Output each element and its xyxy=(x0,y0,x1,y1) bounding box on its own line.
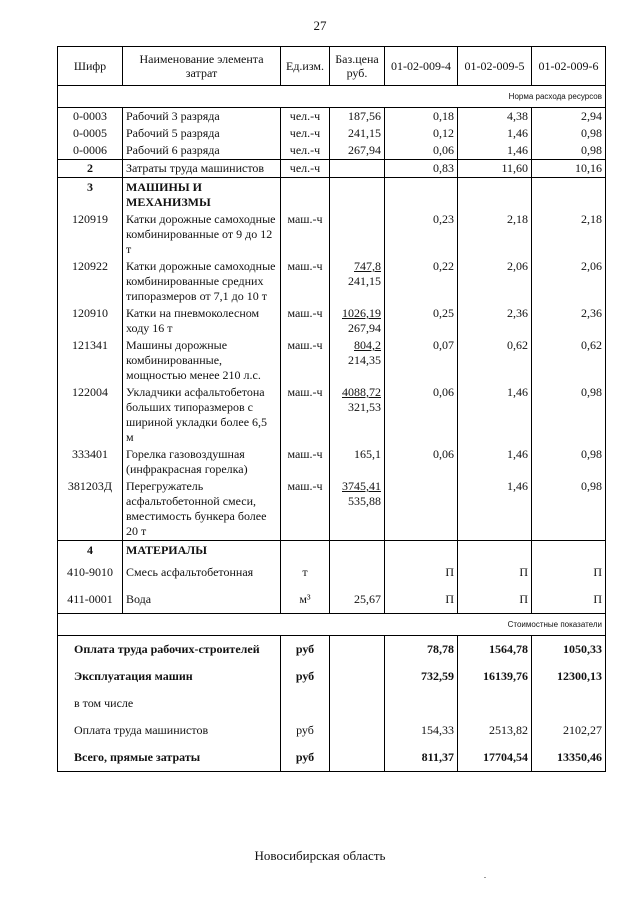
materials-section-row xyxy=(58,541,606,560)
cell-value-2: 11,60 xyxy=(458,160,532,178)
cell-value-1: 0,83 xyxy=(385,160,458,178)
empty-cell xyxy=(330,663,385,690)
footer-region: Новосибирская область xyxy=(254,848,386,863)
cell-value-2: 2,18 xyxy=(458,211,532,258)
cell-value-3: 2,18 xyxy=(532,211,606,258)
cell-name: Перегружатель асфальтобетонной смеси, вместимость бункера более 20 т xyxy=(123,478,281,541)
summary-value-3: 12300,13 xyxy=(532,663,606,690)
cell-value-2: 1,46 xyxy=(458,125,532,142)
summary-value-2: 16139,76 xyxy=(458,663,532,690)
cell-value-3: 0,98 xyxy=(532,446,606,478)
summary-value-1: 811,37 xyxy=(385,744,458,772)
summary-value-3 xyxy=(532,690,606,717)
summary-value-1: 154,33 xyxy=(385,717,458,744)
summary-unit xyxy=(281,690,330,717)
cell-value-3: 0,62 xyxy=(532,337,606,384)
scan-speck xyxy=(484,877,486,878)
cell-price xyxy=(330,258,385,305)
cell-code: 0-0005 xyxy=(58,125,123,142)
price-operator: 321,53 xyxy=(348,400,381,414)
cell-name: Катки на пневмоколесном ходу 16 т xyxy=(123,305,281,337)
worker-row xyxy=(58,125,606,142)
price-total: 165,1 xyxy=(354,447,381,461)
cell-name: Затраты труда машинистов xyxy=(123,160,281,178)
cell-value-1: 0,18 xyxy=(385,108,458,126)
cell-code: 333401 xyxy=(58,446,123,478)
operator-costs-row xyxy=(58,160,606,178)
cell-value-1: 0,23 xyxy=(385,211,458,258)
header-base-price: Баз.цена руб. xyxy=(330,47,385,86)
cell-code: 410-9010 xyxy=(58,559,123,586)
cell-unit: маш.-ч xyxy=(281,305,330,337)
cell-value-1: 0,06 xyxy=(385,142,458,160)
cell-unit: маш.-ч xyxy=(281,384,330,446)
cell-price xyxy=(330,160,385,178)
cell-unit: маш.-ч xyxy=(281,258,330,305)
header-name: Наименование элемента затрат xyxy=(123,47,281,86)
empty-cell xyxy=(385,178,458,212)
cell-price xyxy=(330,559,385,586)
cell-price: 187,56 xyxy=(330,108,385,126)
cell-unit: маш.-ч xyxy=(281,337,330,384)
cell-code: 120922 xyxy=(58,258,123,305)
cell-value-2: П xyxy=(458,586,532,614)
cell-value-3: 2,94 xyxy=(532,108,606,126)
band-cost-row xyxy=(58,614,606,636)
empty-cell xyxy=(281,178,330,212)
section-code: 3 xyxy=(58,178,123,212)
cell-value-2: 0,62 xyxy=(458,337,532,384)
price-operator: 214,35 xyxy=(348,353,381,367)
cell-unit: маш.-ч xyxy=(281,446,330,478)
summary-name: Оплата труда рабочих-строителей xyxy=(58,636,281,664)
cell-value-2: 2,36 xyxy=(458,305,532,337)
cell-price: 25,67 xyxy=(330,586,385,614)
summary-unit: руб xyxy=(281,717,330,744)
header-col-3: 01-02-009-6 xyxy=(532,47,606,86)
table-header-row xyxy=(58,47,606,86)
cost-table xyxy=(57,46,606,772)
summary-row xyxy=(58,717,606,744)
cell-price xyxy=(330,337,385,384)
summary-value-2: 1564,78 xyxy=(458,636,532,664)
cell-price xyxy=(330,478,385,541)
price-total: 4088,72 xyxy=(342,385,381,399)
cell-price xyxy=(330,305,385,337)
price-total: 1026,19 xyxy=(342,306,381,320)
header-code: Шифр xyxy=(58,47,123,86)
section-code: 4 xyxy=(58,541,123,560)
empty-cell xyxy=(330,178,385,212)
cell-name: Вода xyxy=(123,586,281,614)
summary-value-2: 17704,54 xyxy=(458,744,532,772)
cell-price: 267,94 xyxy=(330,142,385,160)
band-norm-label: Норма расхода ресурсов xyxy=(58,86,606,108)
cell-code: 121341 xyxy=(58,337,123,384)
cell-price xyxy=(330,211,385,258)
cell-price xyxy=(330,446,385,478)
price-total: 3745,41 xyxy=(342,479,381,493)
section-title: МАШИНЫ И МЕХАНИЗМЫ xyxy=(123,178,281,212)
cell-unit: м³ xyxy=(281,586,330,614)
machine-row xyxy=(58,211,606,258)
worker-row xyxy=(58,142,606,160)
summary-name: Всего, прямые затраты xyxy=(58,744,281,772)
header-col-1: 01-02-009-4 xyxy=(385,47,458,86)
band-norm-row xyxy=(58,86,606,108)
cell-name: Рабочий 6 разряда xyxy=(123,142,281,160)
cell-value-2: 1,46 xyxy=(458,384,532,446)
cell-code: 0-0003 xyxy=(58,108,123,126)
cell-code: 120910 xyxy=(58,305,123,337)
cell-value-3: 0,98 xyxy=(532,125,606,142)
cell-value-2: 1,46 xyxy=(458,478,532,541)
cell-value-3: 0,98 xyxy=(532,384,606,446)
cell-value-2: 1,46 xyxy=(458,446,532,478)
summary-row xyxy=(58,744,606,772)
cell-unit: маш.-ч xyxy=(281,211,330,258)
cell-value-3: 2,36 xyxy=(532,305,606,337)
cell-unit: чел.-ч xyxy=(281,142,330,160)
cell-code: 2 xyxy=(58,160,123,178)
cell-value-1: 0,06 xyxy=(385,446,458,478)
cell-value-3: 10,16 xyxy=(532,160,606,178)
summary-value-1: 78,78 xyxy=(385,636,458,664)
cell-price xyxy=(330,384,385,446)
cell-name: Катки дорожные самоходные комбинированные средних типоразмеров от 7,1 до 10 т xyxy=(123,258,281,305)
empty-cell xyxy=(330,744,385,772)
cell-value-2: 2,06 xyxy=(458,258,532,305)
summary-name: в том числе xyxy=(58,690,281,717)
empty-cell xyxy=(281,541,330,560)
header-col-2: 01-02-009-5 xyxy=(458,47,532,86)
empty-cell xyxy=(330,690,385,717)
cell-code: 411-0001 xyxy=(58,586,123,614)
summary-unit: руб xyxy=(281,744,330,772)
cell-value-2: 1,46 xyxy=(458,142,532,160)
cell-value-3: П xyxy=(532,559,606,586)
summary-row xyxy=(58,663,606,690)
cell-name: Горелка газовоздушная (инфракрасная горелка) xyxy=(123,446,281,478)
cell-value-3: 0,98 xyxy=(532,478,606,541)
cell-name: Рабочий 3 разряда xyxy=(123,108,281,126)
summary-value-3: 2102,27 xyxy=(532,717,606,744)
cell-name: Рабочий 5 разряда xyxy=(123,125,281,142)
cell-unit: маш.-ч xyxy=(281,478,330,541)
empty-cell xyxy=(330,636,385,664)
cell-value-1: 0,22 xyxy=(385,258,458,305)
section-title: МАТЕРИАЛЫ xyxy=(123,541,281,560)
price-operator: 241,15 xyxy=(348,274,381,288)
worker-row xyxy=(58,108,606,126)
price-operator: 535,88 xyxy=(348,494,381,508)
price-operator: 267,94 xyxy=(348,321,381,335)
header-unit: Ед.изм. xyxy=(281,47,330,86)
summary-unit: руб xyxy=(281,663,330,690)
material-row xyxy=(58,586,606,614)
cell-value-2: 4,38 xyxy=(458,108,532,126)
price-total: 747,8 xyxy=(354,259,381,273)
price-total: 804,2 xyxy=(354,338,381,352)
cell-unit: чел.-ч xyxy=(281,108,330,126)
page-number: 27 xyxy=(313,18,327,33)
cell-unit: чел.-ч xyxy=(281,160,330,178)
summary-value-1: 732,59 xyxy=(385,663,458,690)
machine-row xyxy=(58,305,606,337)
summary-value-1 xyxy=(385,690,458,717)
machine-row xyxy=(58,446,606,478)
machine-row xyxy=(58,337,606,384)
cell-code: 122004 xyxy=(58,384,123,446)
machines-section-row xyxy=(58,178,606,212)
cell-unit: чел.-ч xyxy=(281,125,330,142)
cell-code: 120919 xyxy=(58,211,123,258)
summary-value-3: 13350,46 xyxy=(532,744,606,772)
empty-cell xyxy=(330,541,385,560)
machine-row xyxy=(58,258,606,305)
machine-row xyxy=(58,384,606,446)
summary-unit: руб xyxy=(281,636,330,664)
cell-name: Машины дорожные комбинированные, мощностью менее 210 л.с. xyxy=(123,337,281,384)
cell-value-1 xyxy=(385,478,458,541)
material-row xyxy=(58,559,606,586)
summary-value-3: 1050,33 xyxy=(532,636,606,664)
cell-value-2: П xyxy=(458,559,532,586)
summary-name: Оплата труда машинистов xyxy=(58,717,281,744)
machine-row xyxy=(58,478,606,541)
empty-cell xyxy=(458,178,532,212)
cell-unit: т xyxy=(281,559,330,586)
cell-value-1: П xyxy=(385,586,458,614)
summary-row xyxy=(58,636,606,664)
cell-price: 241,15 xyxy=(330,125,385,142)
summary-name: Эксплуатация машин xyxy=(58,663,281,690)
cell-value-3: 0,98 xyxy=(532,142,606,160)
band-cost-label: Стоимостные показатели xyxy=(58,614,606,636)
cell-value-1: 0,25 xyxy=(385,305,458,337)
empty-cell xyxy=(330,717,385,744)
empty-cell xyxy=(532,178,606,212)
cell-value-1: 0,06 xyxy=(385,384,458,446)
cell-code: 0-0006 xyxy=(58,142,123,160)
cell-name: Катки дорожные самоходные комбинированные от 9 до 12 т xyxy=(123,211,281,258)
cell-code: 381203Д xyxy=(58,478,123,541)
cell-value-1: 0,12 xyxy=(385,125,458,142)
cell-value-3: 2,06 xyxy=(532,258,606,305)
summary-row xyxy=(58,690,606,717)
summary-value-2 xyxy=(458,690,532,717)
empty-cell xyxy=(458,541,532,560)
empty-cell xyxy=(385,541,458,560)
empty-cell xyxy=(532,541,606,560)
cell-value-1: П xyxy=(385,559,458,586)
cell-name: Смесь асфальтобетонная xyxy=(123,559,281,586)
summary-value-2: 2513,82 xyxy=(458,717,532,744)
cell-value-1: 0,07 xyxy=(385,337,458,384)
cell-name: Укладчики асфальтобетона больших типоразмеров с шириной укладки более 6,5 м xyxy=(123,384,281,446)
cell-value-3: П xyxy=(532,586,606,614)
